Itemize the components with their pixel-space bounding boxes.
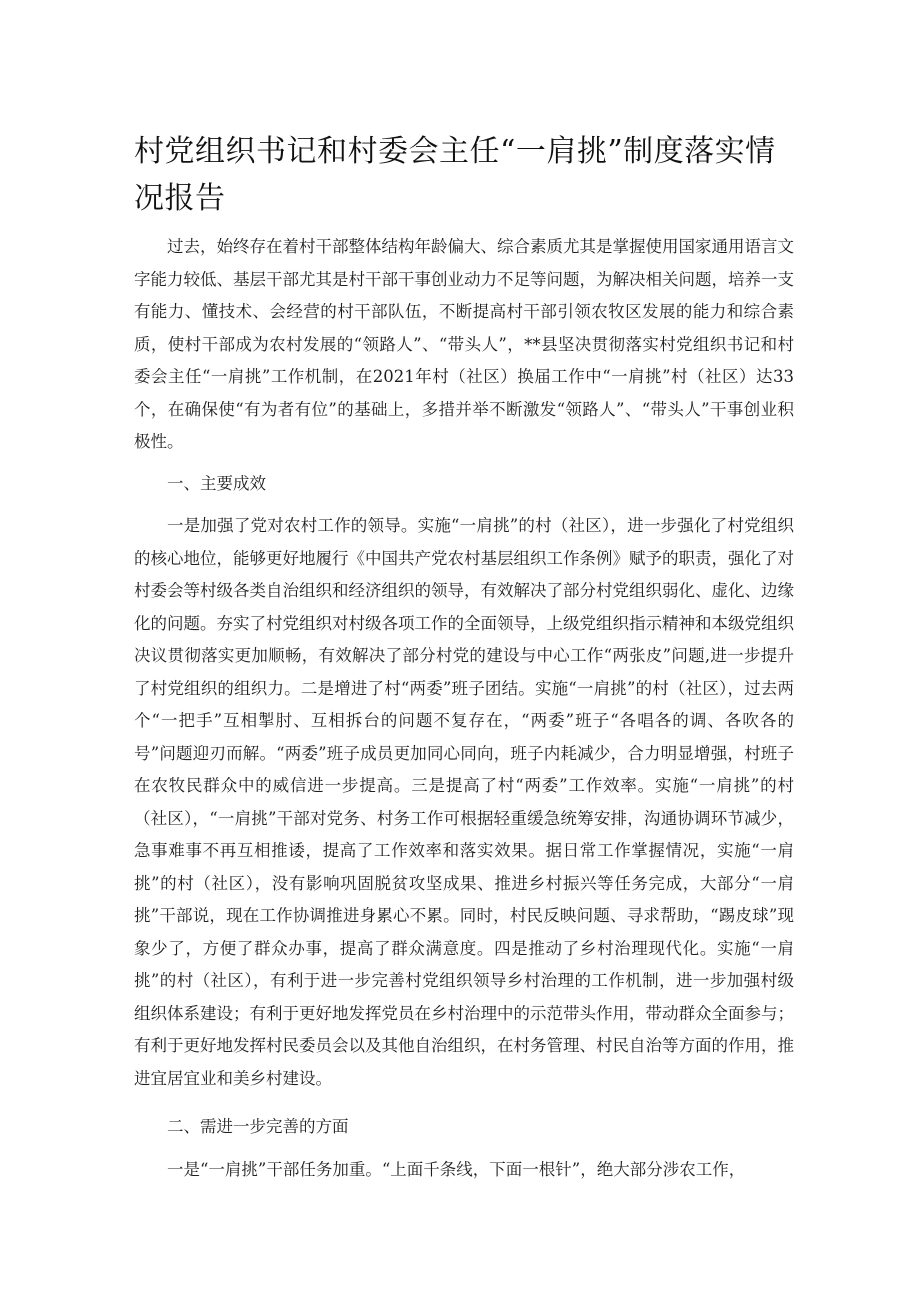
section-heading-improvements: 二、需进一步完善的方面 (167, 1117, 349, 1136)
intro-paragraph: 过去，始终存在着村干部整体结构年龄偏大、综合素质尤其是掌握使用国家通用语言文字能力较低、基层干部尤其是村干部干事创业动力不足等问题，为解决相关问题，培养一支有能力、懂技术、会经营的村干部队伍，不断提高村干部引领农牧区发展的能力和综合素质，使村干部成为农村发展的“领路人”、“带头人”，**县坚决贯彻落实村党组织书记和村委会主任“一肩挑”工作机制，在2021年村（社区）换届工作中“一肩挑”村（社区）达33个，在确保使“有为者有位”的基础上，多措并举不断激发“领路人”、“带头人”干事创业积极性。 (134, 237, 794, 451)
document-title: 村党组织书记和村委会主任“一肩挑”制度落实情况报告 (134, 134, 776, 216)
section-paragraph-improvements: 一是“一肩挑”干部任务加重。“上面千条线，下面一根针”，绝大部分涉农工作， (167, 1160, 746, 1179)
section-heading-main-results: 一、主要成效 (167, 474, 266, 493)
section-paragraph-main-results: 一是加强了党对农村工作的领导。实施“一肩挑”的村（社区），进一步强化了村党组织的核心地位，能够更好地履行《中国共产党农村基层组织工作条例》赋予的职责，强化了对村委会等村级各类自治组织和经济组织的领导，有效解决了部分村党组织弱化、虚化、边缘化的问题。夯实了村党组织对村级各项工作的全面领导，上级党组织指示精神和本级党组织决议贯彻落实更加顺畅，有效解决了部分村党的建设与中心工作“两张皮”问题,进一步提升了村党组织的组织力。二是增进了村“两委”班子团结。实施“一肩挑”的村（社区），过去两个“一把手”互相掣肘、互相拆台的问题不复存在，“两委”班子“各唱各的调、各吹各的号”问题迎刃而解。“两委”班子成员更加同心同向，班子内耗减少，合力明显增强，村班子在农牧民群众中的威信进一步提高。三是提高了村“两委”工作效率。实施“一肩挑”的村（社区），“一肩挑”干部对党务、村务工作可根据轻重缓急统筹安排，沟通协调环节减少，急事难事不再互相推诿，提高了工作效率和落实效果。据日常工作掌握情况，实施“一肩挑”的村（社区），没有影响巩固脱贫攻坚成果、推进乡村振兴等任务完成，大部分“一肩挑”干部说，现在工作协调推进身累心不累。同时，村民反映问题、寻求帮助，“踢皮球”现象少了，方便了群众办事，提高了群众满意度。四是推动了乡村治理现代化。实施“一肩挑”的村（社区），有利于进一步完善村党组织领导乡村治理的工作机制，进一步加强村级组织体系建设；有利于更好地发挥党员在乡村治理中的示范带头作用，带动群众全面参与；有利于更好地发挥村民委员会以及其他自治组织，在村务管理、村民自治等方面的作用，推进宜居宜业和美乡村建设。 (134, 516, 794, 1088)
